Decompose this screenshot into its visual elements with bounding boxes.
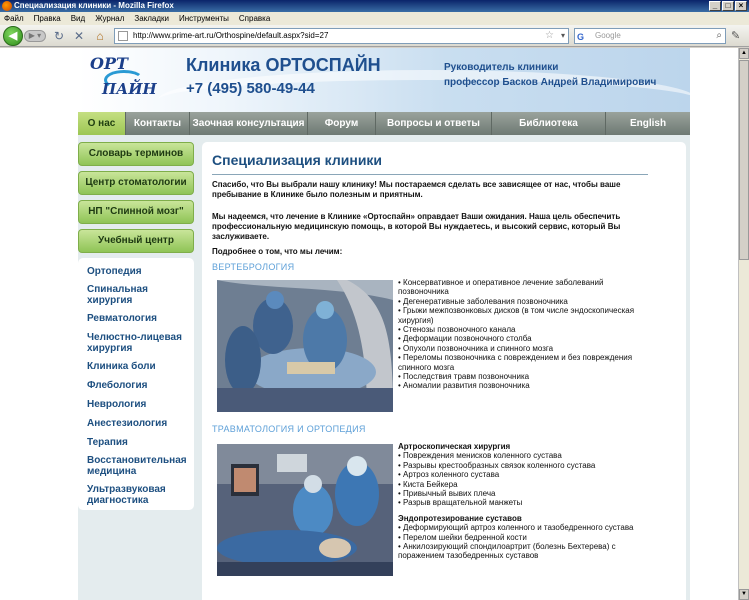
forward-button[interactable] <box>24 30 46 42</box>
intro-paragraph-1: Спасибо, что Вы выбрали нашу клинику! Мы постараемся сделать все зависящее от нас, чтобы ваше пребывание в Клинике было полезным и приятным. <box>212 180 621 199</box>
list-item: • Анкилозирующий спондилоартрит (болезнь Бехтерева) с поражением тазобедренных суставов <box>398 542 616 561</box>
scroll-up-icon[interactable]: ▲ <box>739 48 749 59</box>
intro-paragraph-2: Мы надеемся, что лечение в Клинике «Ортоспайн» оправдает Ваши ожидания. Наша цель обеспечить профессиональную медицинскую помощь, в которой Вы нуждаетесь, и высокий сервис, который Вы заслуживаете. <box>212 212 621 241</box>
specialty-therapy[interactable]: Терапия <box>87 437 128 448</box>
stop-icon[interactable]: ✕ <box>73 29 85 43</box>
url-bar[interactable] <box>114 28 569 44</box>
url-text: http://www.prime-art.ru/Orthospine/default.aspx?sid=27 <box>133 31 329 40</box>
head-doctor-title: Руководитель клиники <box>444 62 559 73</box>
search-icon[interactable]: ⌕ <box>716 30 722 41</box>
page-scrollbar[interactable] <box>738 48 749 600</box>
back-button[interactable] <box>3 26 23 46</box>
arthroscopy-surgery-photo <box>217 444 393 576</box>
search-bar[interactable] <box>574 28 726 44</box>
minimize-button[interactable]: _ <box>709 1 721 11</box>
specialty-anesthesiology[interactable]: Анестезиология <box>87 418 168 429</box>
specialty-maxillofacial-surgery[interactable]: Челюстно-лицевая хирургия <box>87 332 182 354</box>
scrollbar-thumb[interactable] <box>739 60 749 260</box>
menu-bookmarks[interactable]: Закладки <box>134 14 170 23</box>
menu-bar <box>0 12 749 25</box>
list-item: • Деформирующий артроз коленного и тазобедренного сустава <box>398 523 634 533</box>
arthroscopy-heading: Артроскопическая хирургия <box>398 442 511 451</box>
list-item: • Аномалии развития позвоночника <box>398 381 530 391</box>
window-title-bar <box>0 0 749 12</box>
list-item: • Разрыв вращательной манжеты <box>398 498 523 508</box>
main-content <box>202 142 686 600</box>
navigation-toolbar <box>0 25 749 47</box>
section-title-traumatology[interactable]: ТРАВМАТОЛОГИЯ И ОРТОПЕДИЯ <box>212 424 366 434</box>
specialty-neurology[interactable]: Неврология <box>87 399 147 410</box>
page-viewport <box>0 48 738 600</box>
google-icon: G <box>577 32 585 42</box>
scroll-down-icon[interactable]: ▼ <box>739 589 749 600</box>
clinic-name: Клиника ОРТОСПАЙН <box>186 55 381 75</box>
page-menu-icon[interactable]: ✎ <box>731 30 741 42</box>
menu-history[interactable]: Журнал <box>95 14 125 23</box>
nav-english[interactable]: English <box>629 118 667 129</box>
vertebrology-list <box>398 278 648 391</box>
list-item: • Переломы позвоночника с повреждением и без повреждения спинного мозга <box>398 353 633 372</box>
menu-file[interactable]: Файл <box>4 14 24 23</box>
menu-tools[interactable]: Инструменты <box>179 14 229 23</box>
nav-about[interactable]: О нас <box>78 112 126 135</box>
list-item: • Дегенеративные заболевания позвоночника <box>398 296 568 306</box>
list-item: • Киста Бейкера <box>398 479 458 489</box>
nav-consultation[interactable]: Заочная консультация <box>190 112 308 135</box>
specialty-rheumatology[interactable]: Ревматология <box>87 313 157 324</box>
window-title: Специализация клиники - Mozilla Firefox <box>14 1 174 10</box>
terms-dictionary-button[interactable]: Словарь терминов <box>78 142 194 166</box>
close-button[interactable]: × <box>735 1 747 11</box>
nav-faq[interactable]: Вопросы и ответы <box>376 112 492 135</box>
firefox-icon <box>2 1 12 11</box>
reload-icon[interactable]: ↻ <box>53 29 65 43</box>
search-placeholder: Google <box>595 31 621 40</box>
window-controls <box>709 1 747 11</box>
bookmark-star-icon[interactable]: ☆ <box>545 30 554 41</box>
main-nav <box>78 112 690 135</box>
back-arrow-icon: ◀ <box>8 30 18 42</box>
section-title-vertebrology[interactable]: ВЕРТЕБРОЛОГИЯ <box>212 262 295 272</box>
list-item: • Привычный вывих плеча <box>398 489 496 499</box>
specialty-ultrasound[interactable]: Ультразвуковая диагностика <box>87 484 166 506</box>
url-dropdown-icon[interactable]: ▾ <box>560 31 565 40</box>
nav-library[interactable]: Библиотека <box>492 112 606 135</box>
specialty-spinal-surgery[interactable]: Спинальная хирургия <box>87 284 148 306</box>
clinic-logo[interactable]: ОРТ ПАЙН <box>90 54 157 98</box>
nav-forum[interactable]: Форум <box>308 112 376 135</box>
forward-arrow-icon: ▶ ▾ <box>28 31 42 40</box>
specialty-phlebology[interactable]: Флебология <box>87 380 148 391</box>
list-item: • Последствия травм позвоночника <box>398 372 530 382</box>
list-item: • Грыжи межпозвонковых дисков (в том числе эндоскопическая хирургия) <box>398 306 635 325</box>
clinic-phone: +7 (495) 580-49-44 <box>186 80 315 97</box>
intro-paragraph-3: Подробнее о том, что мы лечим: <box>212 247 343 256</box>
spine-surgery-photo <box>217 280 393 412</box>
menu-help[interactable]: Справка <box>238 14 271 23</box>
traumatology-list <box>398 442 648 561</box>
spinal-cord-np-button[interactable]: НП "Спинной мозг" <box>78 200 194 224</box>
list-item: • Опухоли позвоночника и спинного мозга <box>398 343 554 353</box>
specialty-orthopedics[interactable]: Ортопедия <box>87 266 142 277</box>
site-header <box>78 48 690 112</box>
page-icon <box>118 31 128 41</box>
specialty-rehabilitation[interactable]: Восстановительная медицина <box>87 455 187 477</box>
list-item: • Перелом шейки бедренной кости <box>398 532 527 542</box>
maximize-button[interactable]: □ <box>722 1 734 11</box>
list-item: • Деформации позвоночного столба <box>398 334 532 344</box>
head-doctor-name: профессор Басков Андрей Владимирович <box>444 77 657 88</box>
home-icon[interactable]: ⌂ <box>96 29 104 43</box>
specialty-pain-clinic[interactable]: Клиника боли <box>87 361 156 372</box>
dental-center-button[interactable]: Центр стоматологии <box>78 171 194 195</box>
training-center-button[interactable]: Учебный центр <box>78 229 194 253</box>
list-item: • Разрывы крестообразных связок коленного сустава <box>398 460 596 470</box>
specialty-nav <box>78 258 194 510</box>
title-divider <box>212 174 648 175</box>
list-item: • Артроз коленного сустава <box>398 470 500 480</box>
menu-edit[interactable]: Правка <box>33 14 61 23</box>
endoprosthetics-heading: Эндопротезирование суставов <box>398 513 522 523</box>
site-container <box>78 48 690 600</box>
list-item: • Консервативное и оперативное лечение заболеваний позвоночника <box>398 278 604 297</box>
page-title: Специализация клиники <box>212 152 383 168</box>
menu-view[interactable]: Вид <box>70 14 86 23</box>
list-item: • Повреждения менисков коленного сустава <box>398 451 562 461</box>
list-item: • Стенозы позвоночного канала <box>398 325 516 335</box>
nav-contacts[interactable]: Контакты <box>126 112 190 135</box>
